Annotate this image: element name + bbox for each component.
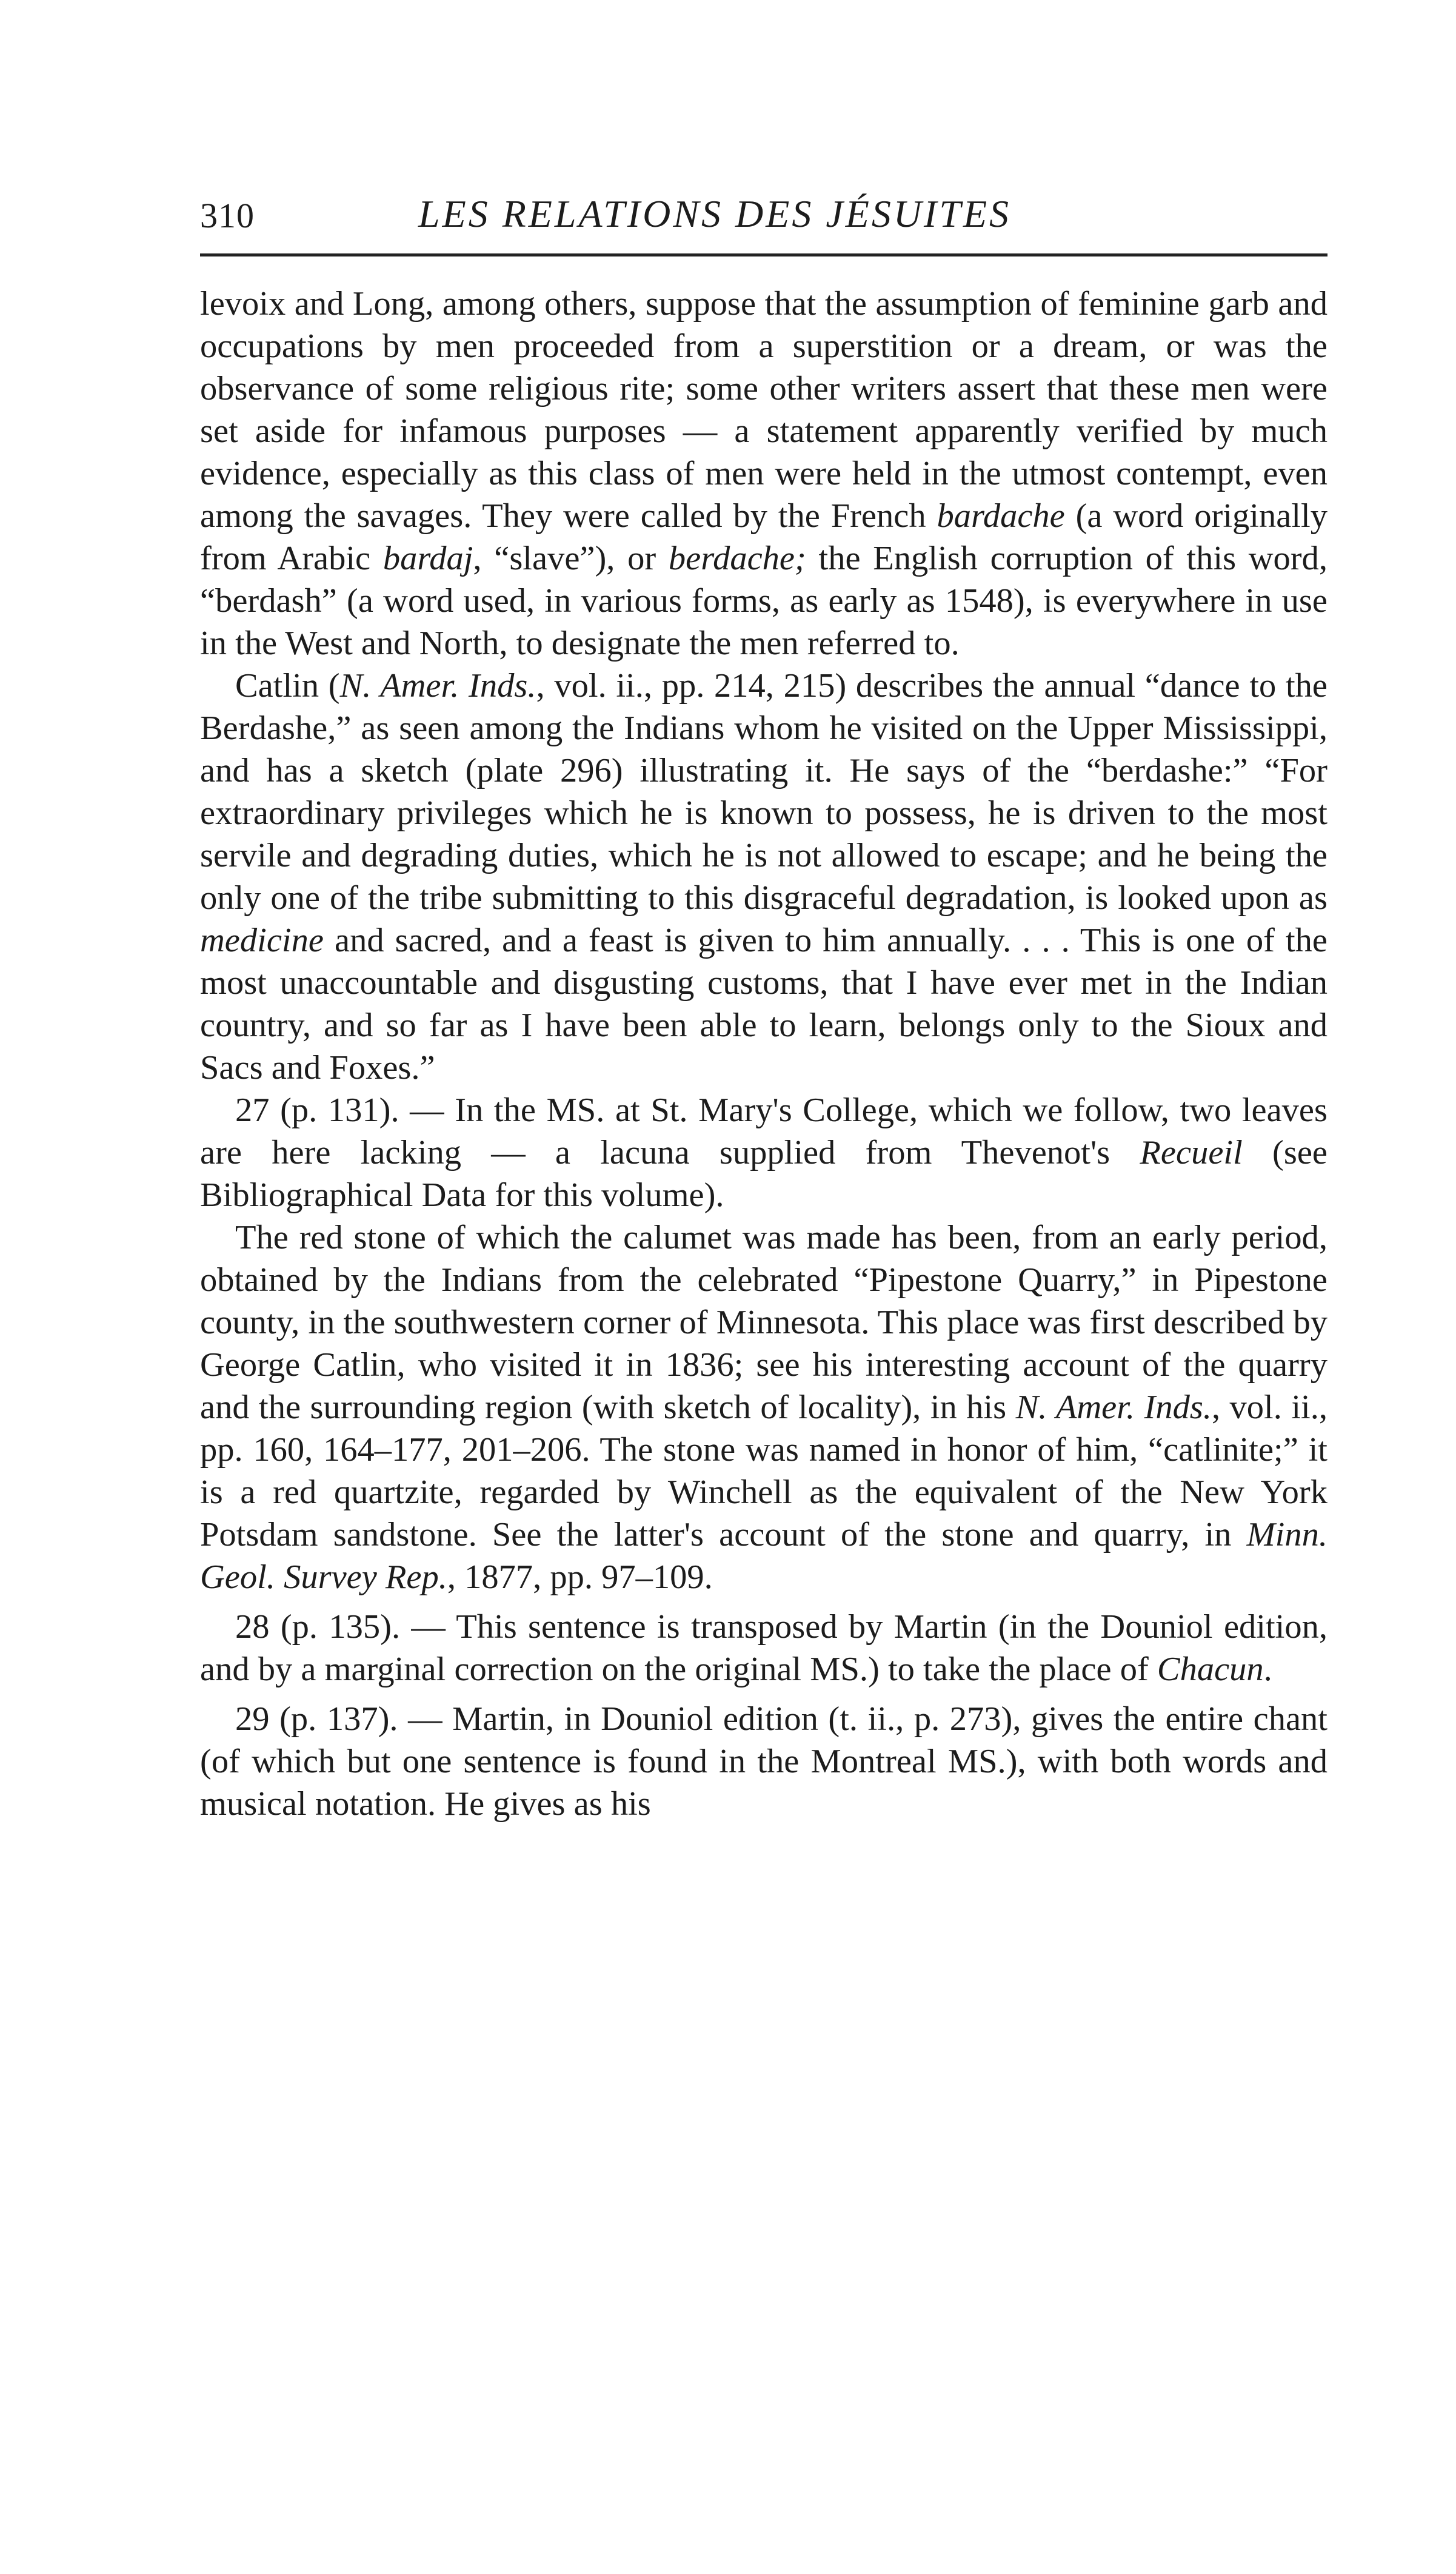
paragraph-catlin-dance [200, 665, 1327, 1089]
text-run: 27 (p. 131). — In the MS. at St. Mary's College, which we follow, two leaves are here lacking — a lacuna supplied from Thevenot's [200, 1091, 1327, 1171]
italic-text-run: bardache [937, 497, 1065, 535]
text-run: the English corruption of this word, “berdash” (a word used, in various forms, as early as 1548), is everywhere in use in the West and North, to designate the men referred to. [200, 540, 1327, 662]
note-27 [200, 1089, 1327, 1216]
paragraph-berdache-origin [200, 283, 1327, 665]
paragraph-pipestone-quarry [200, 1216, 1327, 1598]
text-run: , “slave”), or [473, 540, 669, 577]
text-run: , vol. ii., pp. 214, 215) describes the annual “dance to the Berdashe,” as seen among the Indians whom he visited on the Upper Mississippi, and has a sketch (plate 296) illustrating it. He says of the “berdashe:” “For extraordinary privileges which he is known to possess, he is driven to the most servile and degrading duties, which he is not allowed to escape; and he being the only one of the tribe submitting to this disgraceful degradation, is looked upon as [200, 667, 1327, 917]
text-run: 29 (p. 137). — Martin, in Douniol edition (t. ii., p. 273), gives the entire chant (of which but one sentence is found in the Montreal MS.), with both words and musical notation. He gives as his [200, 1700, 1327, 1823]
text-run: Catlin ( [235, 667, 340, 705]
text-run: (see Bibliographical Data for this volume). [200, 1134, 1327, 1214]
document-page [200, 182, 1327, 1825]
page-number: 310 [200, 196, 255, 235]
text-run: 28 (p. 135). — This sentence is transposed by Martin (in the Douniol edition, and by a marginal correction on the original MS.) to take the place of [200, 1608, 1327, 1688]
header-rule [200, 253, 1327, 256]
text-run: and sacred, and a feast is given to him annually. . . . This is one of the most unaccountable and disgusting customs, that I have ever met in the Indian country, and so far as I have been able to learn, belongs only to the Sioux and Sacs and Foxes.” [200, 922, 1327, 1087]
running-head [200, 182, 1327, 255]
note-28 [200, 1606, 1327, 1691]
italic-text-run: Chacun [1157, 1651, 1264, 1688]
italic-text-run: medicine [200, 922, 324, 959]
italic-text-run: bardaj [382, 540, 473, 577]
italic-text-run: N. Amer. Inds. [339, 667, 536, 705]
italic-text-run: Minn. Geol. Survey Rep. [200, 1516, 1327, 1596]
italic-text-run: berdache; [668, 540, 806, 577]
text-run: levoix and Long, among others, suppose that the assumption of feminine garb and occupations by men proceeded from a superstition or a dream, or was the observance of some religious rite; some other writers assert that these men were set aside for infamous purposes — a statement apparently verified by much evidence, especially as this class of men were held in the utmost contempt, even among the savages. They were called by the French [200, 285, 1327, 535]
text-run: , vol. ii., pp. 160, 164–177, 201–206. The stone was named in honor of him, “catlinite;” it is a red quartzite, regarded by Winchell as the equivalent of the New York Potsdam sandstone. See the latter's account of the stone and quarry, in [200, 1389, 1327, 1553]
text-run: (a word originally from Arabic [200, 497, 1327, 577]
running-title: LES RELATIONS DES JÉSUITES [418, 192, 1012, 235]
text-run: , 1877, pp. 97–109. [447, 1558, 713, 1596]
text-run: The red stone of which the calumet was made has been, from an early period, obtained by the Indians from the celebrated “Pipestone Quarry,” in Pipestone county, in the southwestern corner of Minnesota. This place was first described by George Catlin, who visited it in 1836; see his interesting account of the quarry and the surrounding region (with sketch of locality), in his [200, 1219, 1327, 1426]
italic-text-run: Recueil [1140, 1134, 1243, 1171]
note-29 [200, 1698, 1327, 1825]
italic-text-run: N. Amer. Inds. [1015, 1389, 1212, 1426]
body-text [200, 283, 1327, 1825]
text-run: . [1263, 1651, 1272, 1688]
